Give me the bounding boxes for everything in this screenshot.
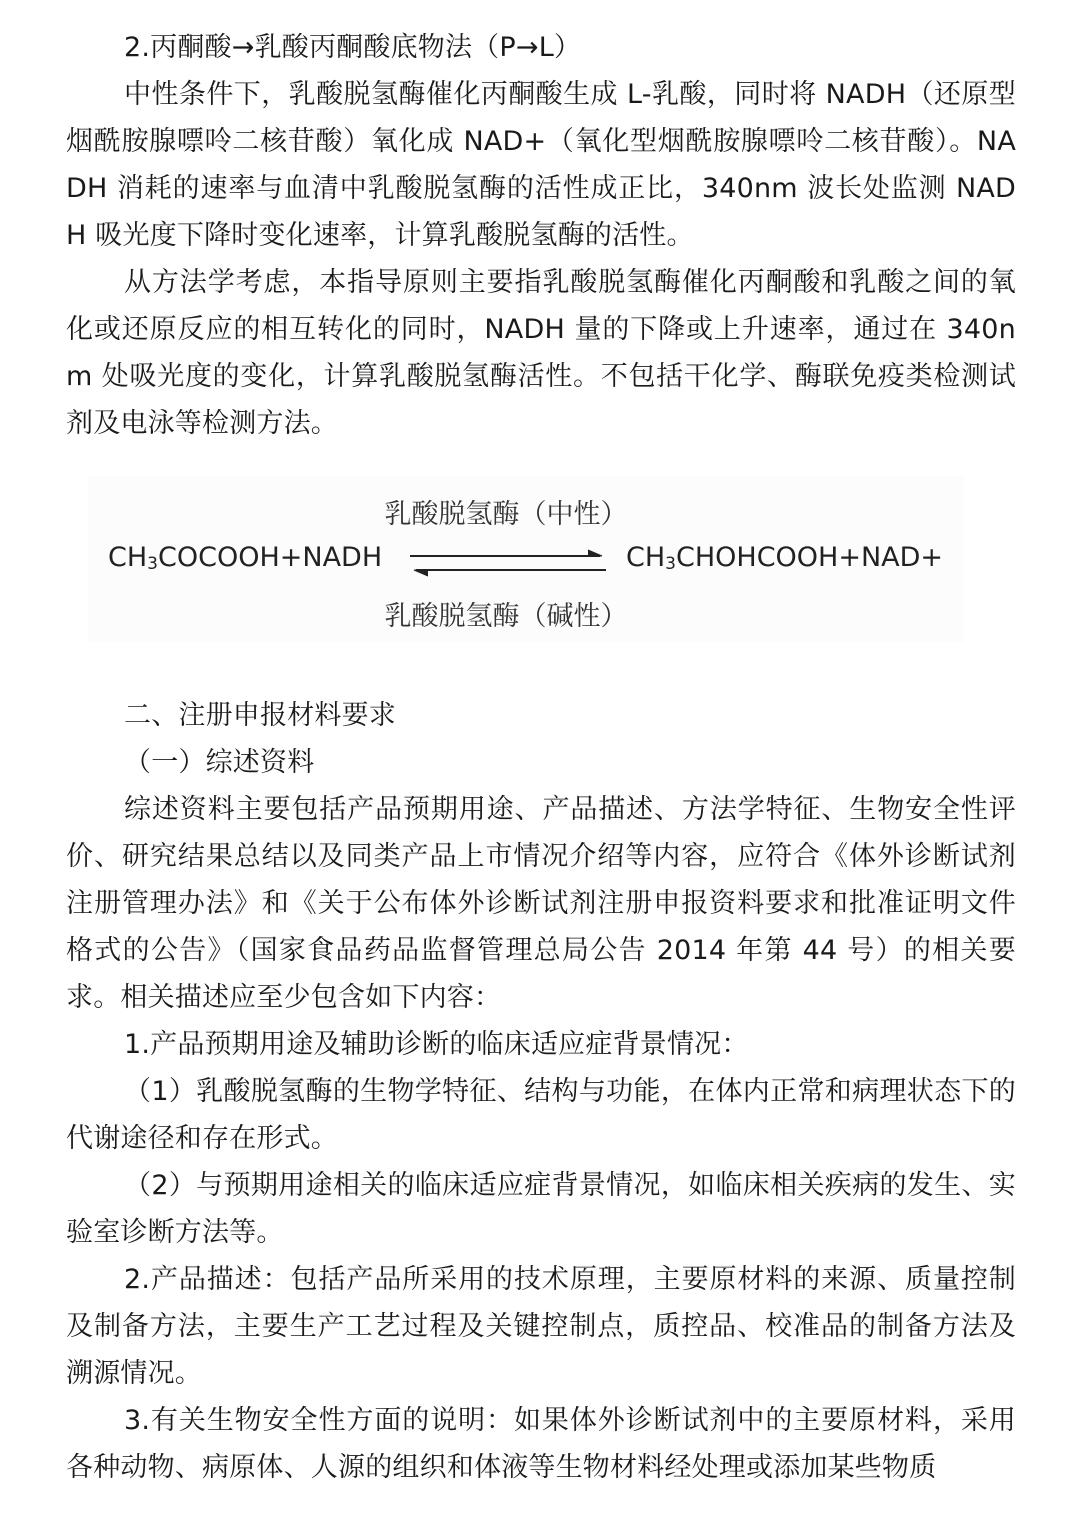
enzyme-neutral-label: 乳酸脱氢酶（中性） (384, 499, 628, 530)
document-page (66, 24, 1016, 447)
item-1-2: （2）与预期用途相关的临床适应症背景情况，如临床相关疾病的发生、实验室诊断方法等。 (66, 1170, 1016, 1248)
enzyme-alkaline-label: 乳酸脱氢酶（碱性） (384, 601, 628, 632)
item-3: 3.有关生物安全性方面的说明：如果体外诊断试剂中的主要原材料，采用各种动物、病原体、人源的组织和体液等生物材料经处理或添加某些物质 (66, 1405, 1016, 1483)
item-1-1: （1）乳酸脱氢酶的生物学特征、结构与功能，在体内正常和病理状态下的代谢途径和存在形式。 (66, 1076, 1016, 1154)
reactants: $CH_3COCOOH+NADH$ (108, 542, 383, 574)
reversible-arrows-icon (406, 546, 610, 580)
principle-paragraph: 中性条件下，乳酸脱氢酶催化丙酮酸生成 L-乳酸，同时将 NADH（还原型烟酰胺腺嘌呤二核苷酸）氧化成 NAD+（氧化型烟酰胺腺嘌呤二核苷酸）。NADH 消耗的速率与血清中乳酸脱氢酶的活性成正比，340nm 波长处监测 NADH 吸光度下降时变化速率，计算乳酸脱氢酶的活性。 (66, 79, 1016, 251)
section-subtitle: （一）综述资料 (124, 747, 315, 778)
reaction-equation (88, 476, 964, 642)
item-1-heading: 1.产品预期用途及辅助诊断的临床适应症背景情况： (124, 1029, 749, 1060)
item-2: 2.产品描述：包括产品所采用的技术原理，主要原材料的来源、质量控制及制备方法，主要生产工艺过程及关键控制点，质控品、校准品的制备方法及溯源情况。 (66, 1264, 1016, 1389)
products: $CH_3CHOHCOOH+NAD+$ (626, 542, 944, 574)
document-page-lower (66, 692, 1016, 1491)
scope-paragraph: 从方法学考虑，本指导原则主要指乳酸脱氢酶催化丙酮酸和乳酸之间的氧化或还原反应的相互转化的同时，NADH 量的下降或上升速率，通过在 340nm 处吸光度的变化，计算乳酸脱氢酶活性。不包括干化学、酶联免疫类检测试剂及电泳等检测方法。 (66, 267, 1016, 439)
section-title: 二、注册申报材料要求 (124, 700, 396, 731)
method-heading: 2.丙酮酸→乳酸丙酮酸底物法（P→L） (124, 32, 582, 63)
summary-paragraph: 综述资料主要包括产品预期用途、产品描述、方法学特征、生物安全性评价、研究结果总结以及同类产品上市情况介绍等内容，应符合《体外诊断试剂注册管理办法》和《关于公布体外诊断试剂注册申报资料要求和批准证明文件格式的公告》（国家食品药品监督管理总局公告 2014 年第 44 号）的相关要求。相关描述应至少包含如下内容： (66, 794, 1016, 1013)
